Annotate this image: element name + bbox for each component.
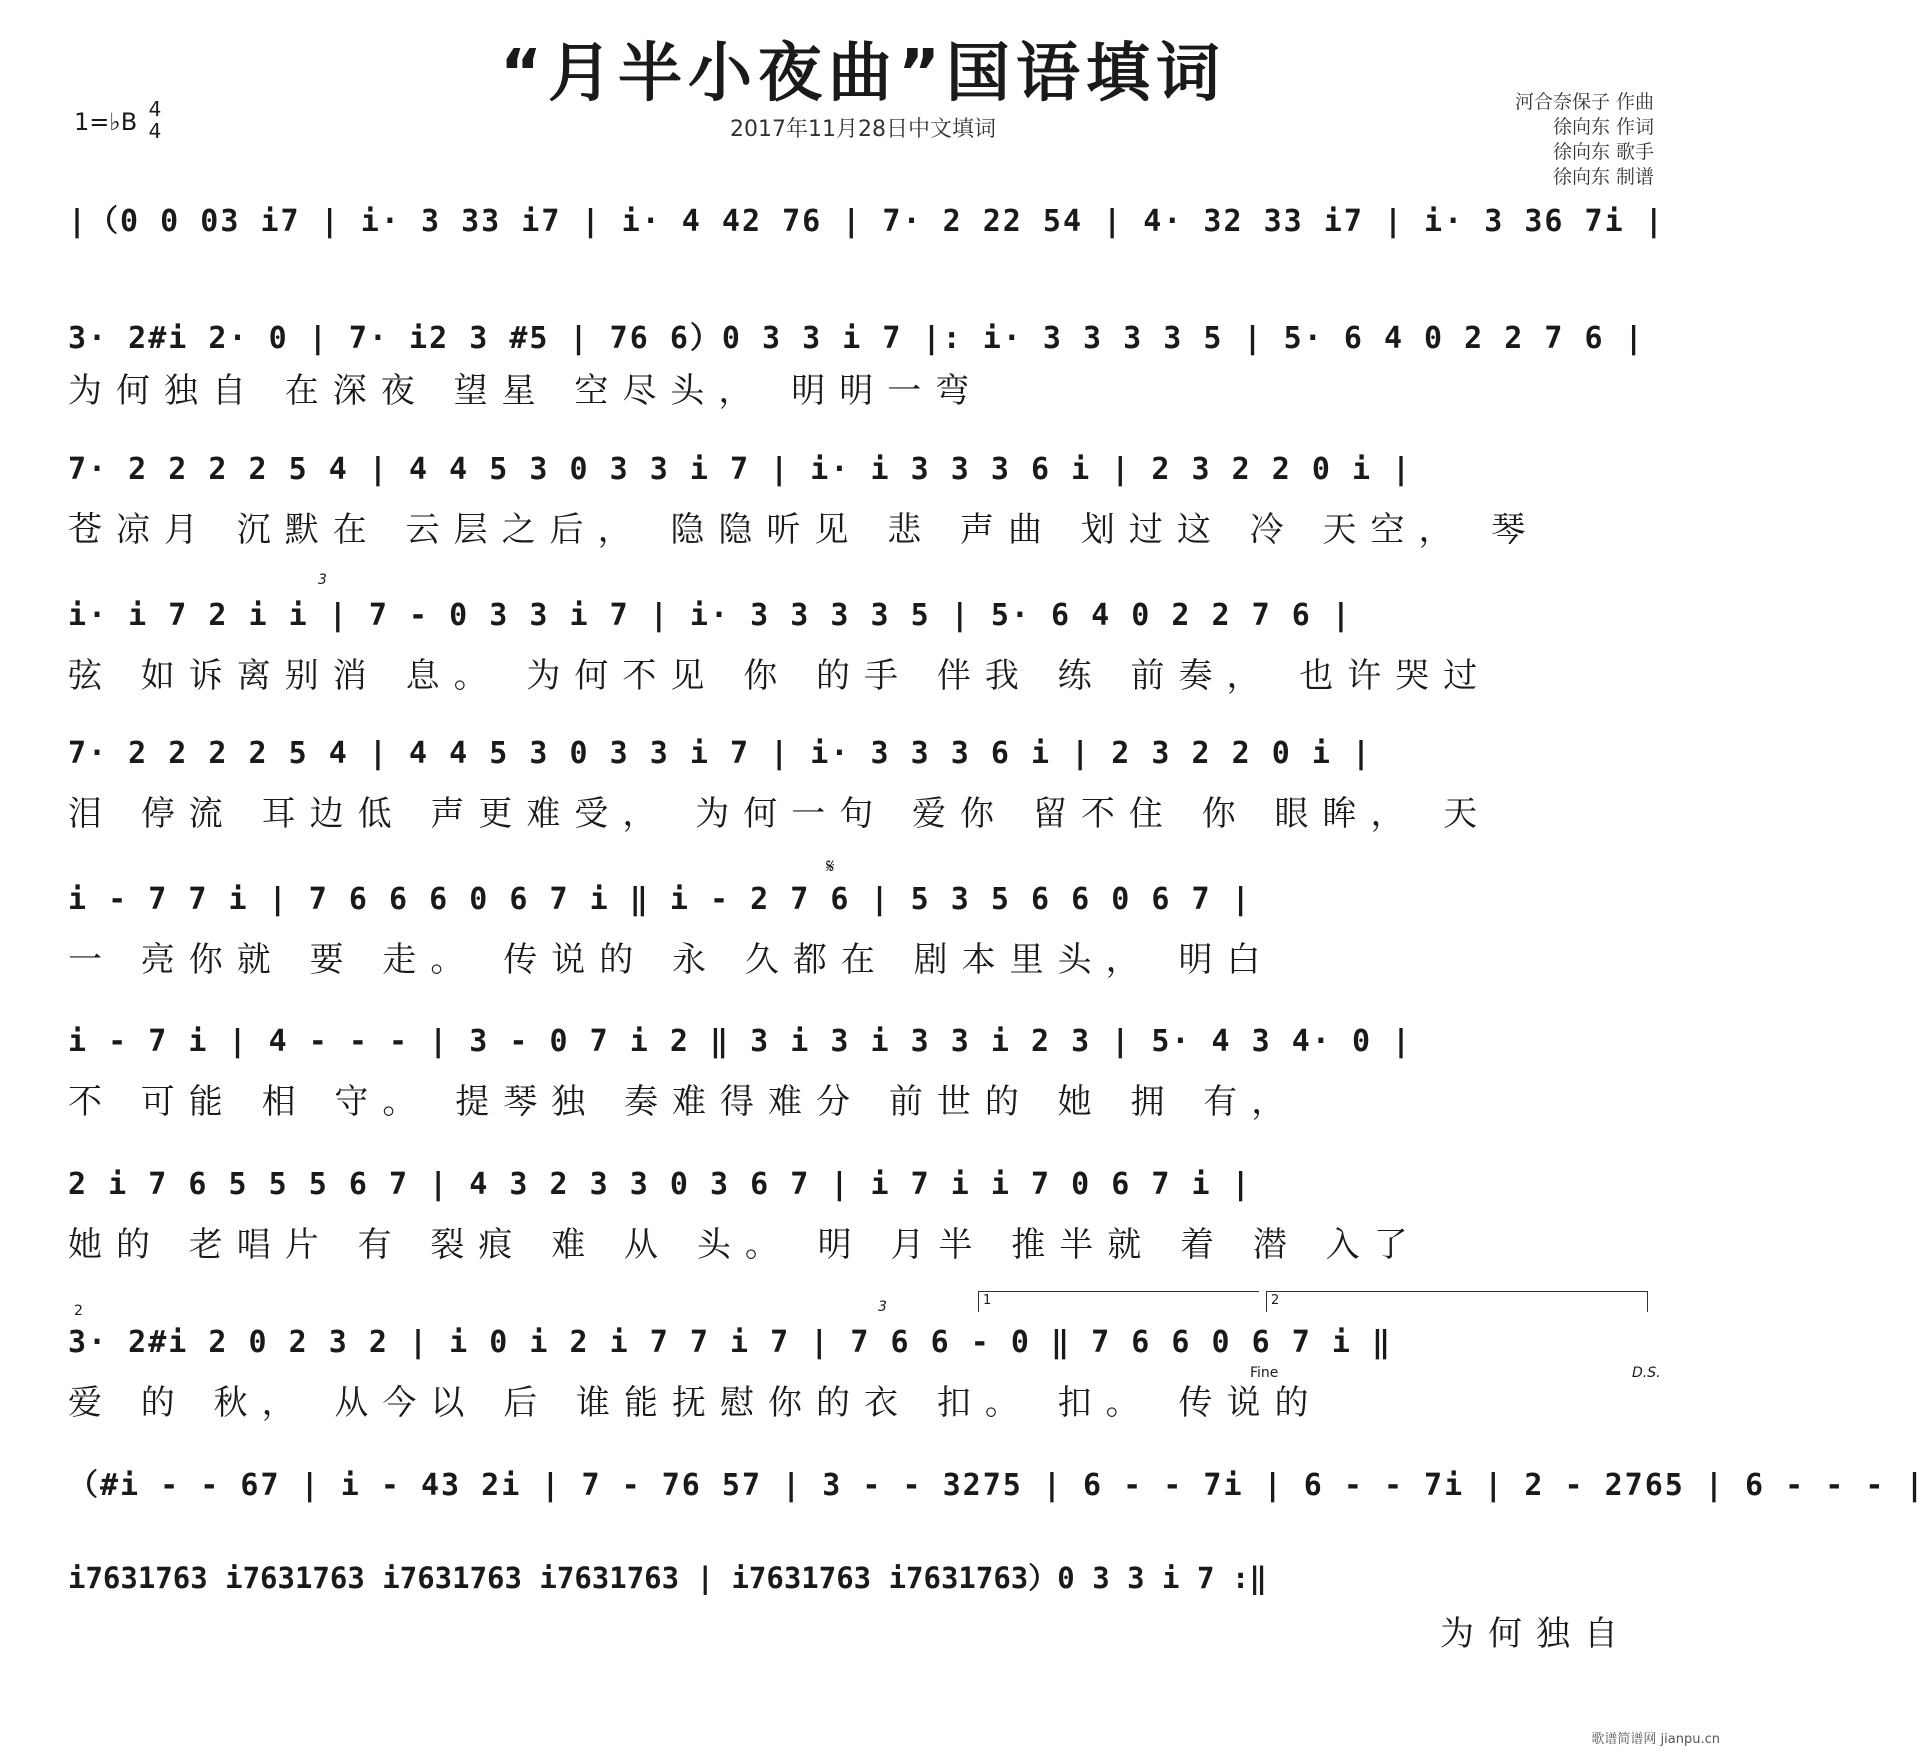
credit-lyricist: 徐向东 作词: [1552, 116, 1654, 138]
credit-composer: 河合奈保子 作曲: [1514, 91, 1654, 113]
grace-note: 2: [74, 1303, 83, 1319]
segno-mark: 𝄋: [826, 854, 835, 878]
volta-1-bracket: [978, 1291, 1259, 1312]
lyrics-line: 爱 的 秋， 从今以 后 谁能抚慰你的衣 扣。 扣。 传说的: [68, 1383, 1323, 1423]
notes-line: 3· 2#i 2 0 2 3 2 | i 0 i 2 i 7 7 i 7 | 7 6 6 - 0 ‖ 7 6 6 0 6 7 i ‖: [68, 1325, 1393, 1360]
triplet-mark: 3: [318, 572, 327, 588]
lyrics-line: 为何独自 在深夜 望星 空尽头， 明明一弯: [68, 371, 984, 411]
time-signature-numerator: 4: [148, 97, 162, 121]
time-signature-denominator: 4: [148, 119, 162, 143]
lyrics-line: 一 亮你就 要 走。 传说的 永 久都在 剧本里头， 明白: [68, 940, 1275, 980]
notes-line: 2 i 7 6 5 5 5 6 7 | 4 3 2 3 3 0 3 6 7 | i 7 i i 7 0 6 7 i |: [68, 1167, 1252, 1202]
credit-arranger: 徐向东 制谱: [1552, 166, 1654, 188]
page-subtitle: 2017年11月28日中文填词: [730, 117, 996, 142]
triplet-mark: 3: [878, 1299, 887, 1315]
credit-singer: 徐向东 歌手: [1552, 141, 1654, 163]
notes-line: i7631763 i7631763 i7631763 i7631763 | i7631763 i7631763）0 3 3 i 7 :‖: [68, 1561, 1267, 1595]
page-title: “月半小夜曲”国语填词: [499, 37, 1227, 111]
lyrics-line: 她的 老唱片 有 裂痕 难 从 头。 明 月半 推半就 着 潜 入了: [68, 1225, 1422, 1265]
ds-mark: D.S.: [1632, 1365, 1661, 1381]
site-watermark: 歌谱简谱网 jianpu.cn: [1591, 1732, 1720, 1747]
notes-line: i - 7 7 i | 7 6 6 6 0 6 7 i ‖ i - 2 7 6 | 5 3 5 6 6 0 6 7 |: [68, 882, 1252, 917]
key-signature: 1=♭B: [74, 108, 138, 136]
time-signature: [144, 98, 166, 142]
lyrics-line: 苍凉月 沉默在 云层之后， 隐隐听见 悲 声曲 划过这 冷 天空， 琴: [68, 510, 1540, 550]
lyrics-line: 为何独自: [1440, 1614, 1632, 1654]
notes-line: 7· 2 2 2 2 5 4 | 4 4 5 3 0 3 3 i 7 | i· 3 3 3 6 i | 2 3 2 2 0 i |: [68, 736, 1372, 771]
notes-line: 7· 2 2 2 2 5 4 | 4 4 5 3 0 3 3 i 7 | i· i 3 3 3 6 i | 2 3 2 2 0 i |: [68, 452, 1413, 487]
notes-line: |（0 0 03 i7 | i· 3 33 i7 | i· 4 42 76 | 7· 2 22 54 | 4· 32 33 i7 | i· 3 36 7i |: [68, 204, 1665, 239]
credits: [1515, 90, 1654, 190]
notes-line: 3· 2#i 2· 0 | 7· i2 3 #5 | 76 6）0 3 3 i 7 |: i· 3 3 3 3 5 | 5· 6 4 0 2 2 7 6 |: [68, 321, 1645, 356]
notes-line: i· i 7 2 i i | 7 - 0 3 3 i 7 | i· 3 3 3 3 5 | 5· 6 4 0 2 2 7 6 |: [68, 598, 1352, 633]
notes-line: （#i - - 67 | i - 43 2i | 7 - 76 57 | 3 - - 3275 | 6 - - 7i | 6 - - 7i | 2 - 2765 | 6 - - - |: [68, 1468, 1926, 1503]
lyrics-line: 弦 如诉离别消 息。 为何不见 你 的手 伴我 练 前奏， 也许哭过: [68, 656, 1492, 696]
lyrics-line: 泪 停流 耳边低 声更难受， 为何一句 爱你 留不住 你 眼眸， 天: [68, 794, 1492, 834]
volta-2-label: 2: [1271, 1293, 1280, 1308]
fine-mark: Fine: [1250, 1365, 1279, 1381]
volta-1-label: 1: [983, 1293, 992, 1308]
lyrics-line: 不 可能 相 守。 提琴独 奏难得难分 前世的 她 拥 有，: [68, 1082, 1300, 1122]
volta-2-bracket: [1266, 1291, 1648, 1312]
notes-line: i - 7 i | 4 - - - | 3 - 0 7 i 2 ‖ 3 i 3 i 3 3 i 2 3 | 5· 4 3 4· 0 |: [68, 1024, 1413, 1059]
